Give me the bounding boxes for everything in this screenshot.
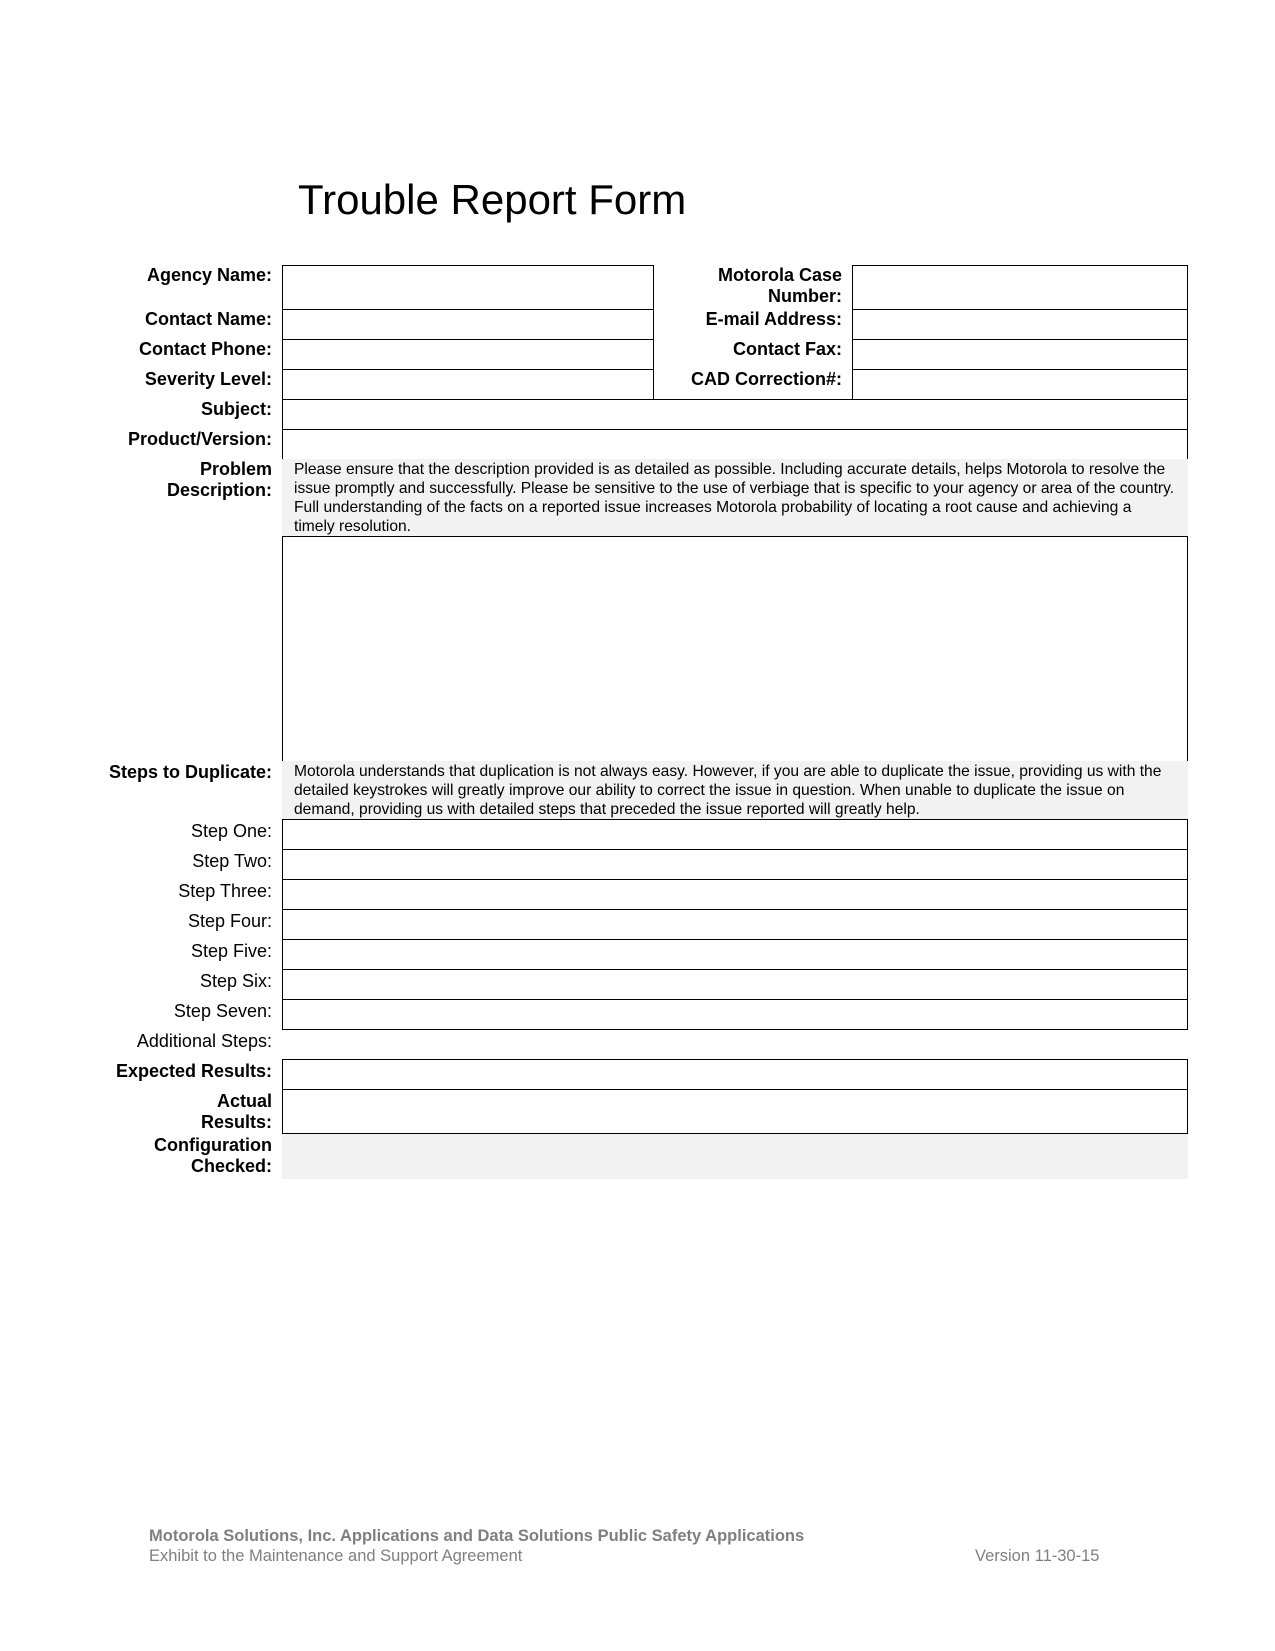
footer-exhibit: Exhibit to the Maintenance and Support Agreement [149, 1547, 523, 1565]
problem-description-label [167, 459, 272, 501]
additional-steps-label: Additional Steps: [136, 1031, 272, 1051]
email-address-label: E-mail Address: [705, 309, 842, 329]
problem-label-line2: Description: [166, 480, 272, 500]
step-seven-field[interactable] [282, 999, 1188, 1030]
problem-label-line1: Problem [199, 459, 272, 479]
steps-note: Motorola understands that duplication is not always easy. However, if you are able to duplicate the issue, providing us with the detailed keystrokes will greatly improve our ability to correct the issue in question. When unable to duplicate the issue on demand, providing us with detailed steps that preceded the issue reported will greatly help. [282, 761, 1188, 819]
step-three-field[interactable] [282, 879, 1188, 910]
subject-field[interactable] [282, 399, 1188, 430]
contact-name-field[interactable] [282, 309, 654, 340]
agency-name-label: Agency Name: [146, 265, 272, 285]
step-six-label: Step Six: [199, 971, 272, 991]
step-four-label: Step Four: [187, 911, 272, 931]
email-address-field[interactable] [852, 309, 1188, 340]
product-version-label: Product/Version: [127, 429, 272, 449]
motorola-case-label-line2: Number: [767, 286, 842, 306]
severity-level-field[interactable] [282, 369, 654, 400]
configuration-checked-label-line2: Checked: [190, 1156, 272, 1176]
step-five-label: Step Five: [190, 941, 272, 961]
step-six-field[interactable] [282, 969, 1188, 1000]
contact-phone-field[interactable] [282, 339, 654, 370]
step-five-field[interactable] [282, 939, 1188, 970]
steps-to-duplicate-label: Steps to Duplicate: [108, 762, 272, 782]
actual-results-field[interactable] [282, 1089, 1188, 1134]
step-one-field[interactable] [282, 819, 1188, 850]
step-four-field[interactable] [282, 909, 1188, 940]
agency-name-field[interactable] [282, 265, 654, 310]
product-version-field[interactable] [282, 429, 1188, 460]
actual-results-label-line2: Results: [200, 1112, 272, 1132]
subject-label: Subject: [200, 399, 272, 419]
step-three-label: Step Three: [178, 881, 272, 901]
configuration-checked-label-line1: Configuration [154, 1135, 272, 1155]
problem-description-field[interactable] [282, 536, 1188, 762]
contact-fax-label: Contact Fax: [732, 339, 842, 359]
cad-correction-label: CAD Correction#: [690, 369, 842, 389]
step-seven-label: Step Seven: [173, 1001, 272, 1021]
motorola-case-number-field[interactable] [852, 265, 1188, 310]
contact-fax-field[interactable] [852, 339, 1188, 370]
expected-results-field[interactable] [282, 1059, 1188, 1090]
contact-phone-label: Contact Phone: [139, 339, 272, 359]
actual-results-label [201, 1091, 272, 1133]
cad-correction-field[interactable] [852, 369, 1188, 400]
configuration-checked-label [154, 1135, 272, 1177]
severity-level-label: Severity Level: [144, 369, 272, 389]
contact-name-label: Contact Name: [144, 309, 272, 329]
page-title: Trouble Report Form [298, 176, 687, 223]
actual-results-label-line1: Actual [216, 1091, 272, 1111]
expected-results-label: Expected Results: [115, 1061, 272, 1081]
step-two-label: Step Two: [192, 851, 272, 871]
configuration-checked-field[interactable] [282, 1134, 1188, 1179]
motorola-case-number-label [718, 265, 842, 307]
step-two-field[interactable] [282, 849, 1188, 880]
footer-version: Version 11-30-15 [975, 1547, 1100, 1565]
footer-company: Motorola Solutions, Inc. Applications and Data Solutions Public Safety Applications [149, 1527, 805, 1545]
step-one-label: Step One: [190, 821, 272, 841]
motorola-case-label-line1: Motorola Case [717, 265, 842, 285]
problem-description-note: Please ensure that the description provided is as detailed as possible. Including accurate details, helps Motorola to resolve the issue promptly and successfully. Please be sensitive to the use of verbiage that is specific to your agency or area of the country. Full understanding of the facts on a reported issue increases Motorola probability of locating a root cause and achieving a timely resolution. [282, 459, 1188, 537]
